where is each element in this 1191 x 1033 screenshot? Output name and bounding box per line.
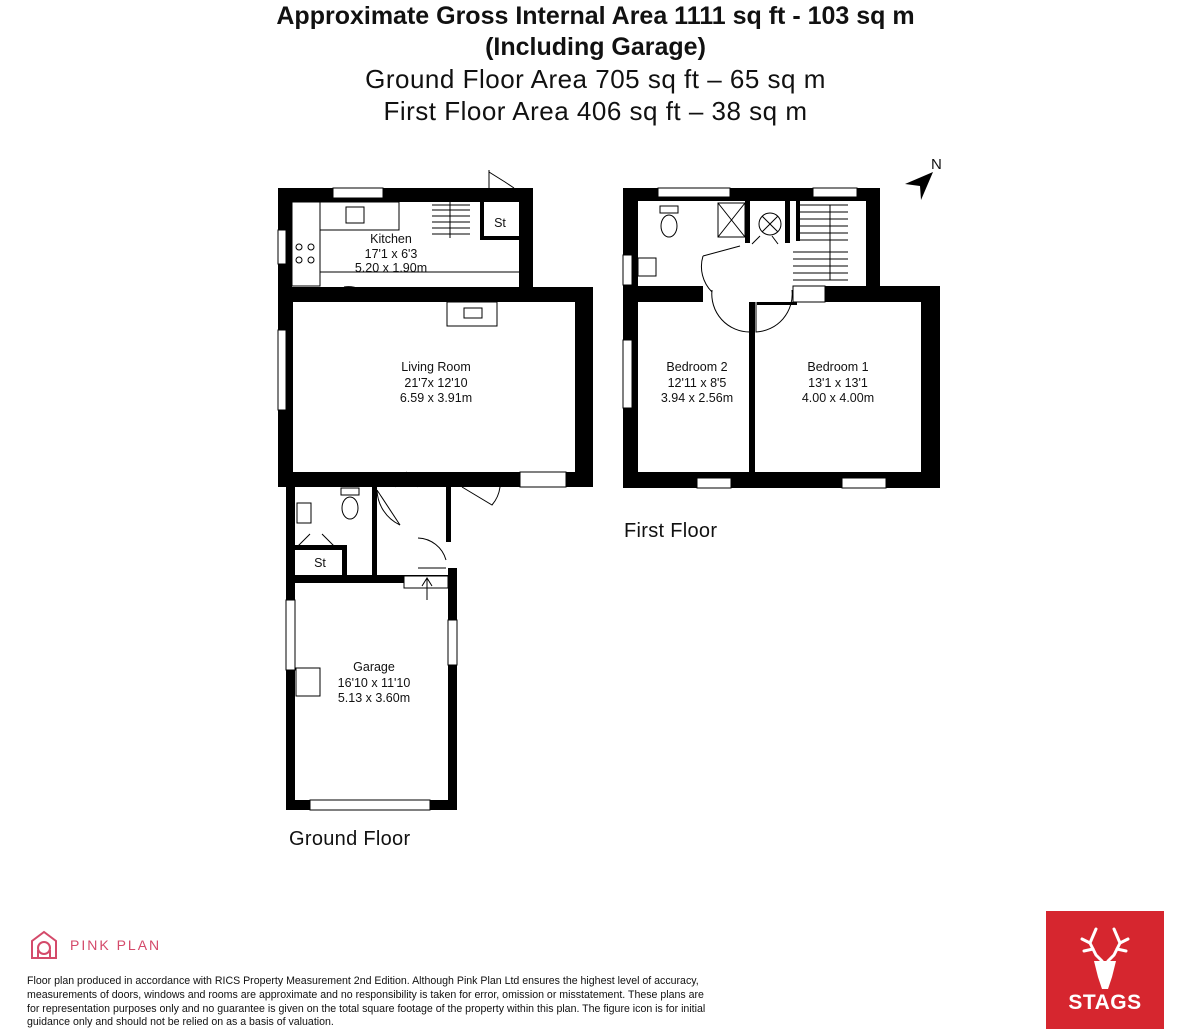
bedroom1-imperial: 13'1 x 13'1 [808,376,868,390]
ground-floor-walls [278,188,593,810]
stags-logo [1046,911,1164,1029]
title-area: Approximate Gross Internal Area 1111 sq ft - 103 sq m [276,2,915,30]
bedroom2-metric: 3.94 x 2.56m [660,391,734,405]
garage-imperial: 16'10 x 11'10 [337,676,411,690]
stag-head-icon [1046,919,1164,999]
kitchen-store-label: St [494,216,506,230]
disclaimer-text: Floor plan produced in accordance with RICS Property Measurement 2nd Edition. Although Pink Plan Ltd ensures the highest level of accuracy, measurements of doors, windows and rooms are approximate and no responsibility is taken for error, omission or misstatement. These plans are for representation purposes only and no guarantee is given on the total square footage of the property within this plan. The figure icon is for initial guidance only and should not be relied on as a basis of valuation. [27,975,706,1029]
north-arrow-icon [905,156,942,200]
pink-plan-brand [28,928,161,962]
store-label: St [314,556,326,570]
pink-plan-logo-icon [28,928,60,962]
title-including-garage: (Including Garage) [485,33,706,61]
bedroom1-metric: 4.00 x 4.00m [801,391,875,405]
garage-name: Garage [353,660,395,674]
ground-floor-area: Ground Floor Area 705 sq ft – 65 sq m [365,64,826,94]
pink-plan-name: PINK PLAN [70,937,162,953]
stags-name: STAGS [1068,991,1142,1014]
bedroom1-name: Bedroom 1 [807,360,869,374]
living-room-imperial: 21'7x 12'10 [404,376,468,390]
living-room-name: Living Room [401,360,471,374]
kitchen-metric: 5.20 x 1.90m [354,261,428,275]
living-room-metric: 6.59 x 3.91m [399,391,473,405]
ground-floor-label: Ground Floor [289,828,411,850]
kitchen-imperial: 17'1 x 6'3 [364,247,418,261]
bedroom2-imperial: 12'11 x 8'5 [667,376,727,390]
first-floor-labels [661,360,874,405]
garage-metric: 5.13 x 3.60m [337,691,411,705]
bedroom2-name: Bedroom 2 [666,360,728,374]
first-floor-area: First Floor Area 406 sq ft – 38 sq m [383,96,808,126]
kitchen-name: Kitchen [370,232,412,246]
north-label: N [931,156,942,173]
first-floor-doors [701,236,792,332]
first-floor-label: First Floor [624,520,718,542]
